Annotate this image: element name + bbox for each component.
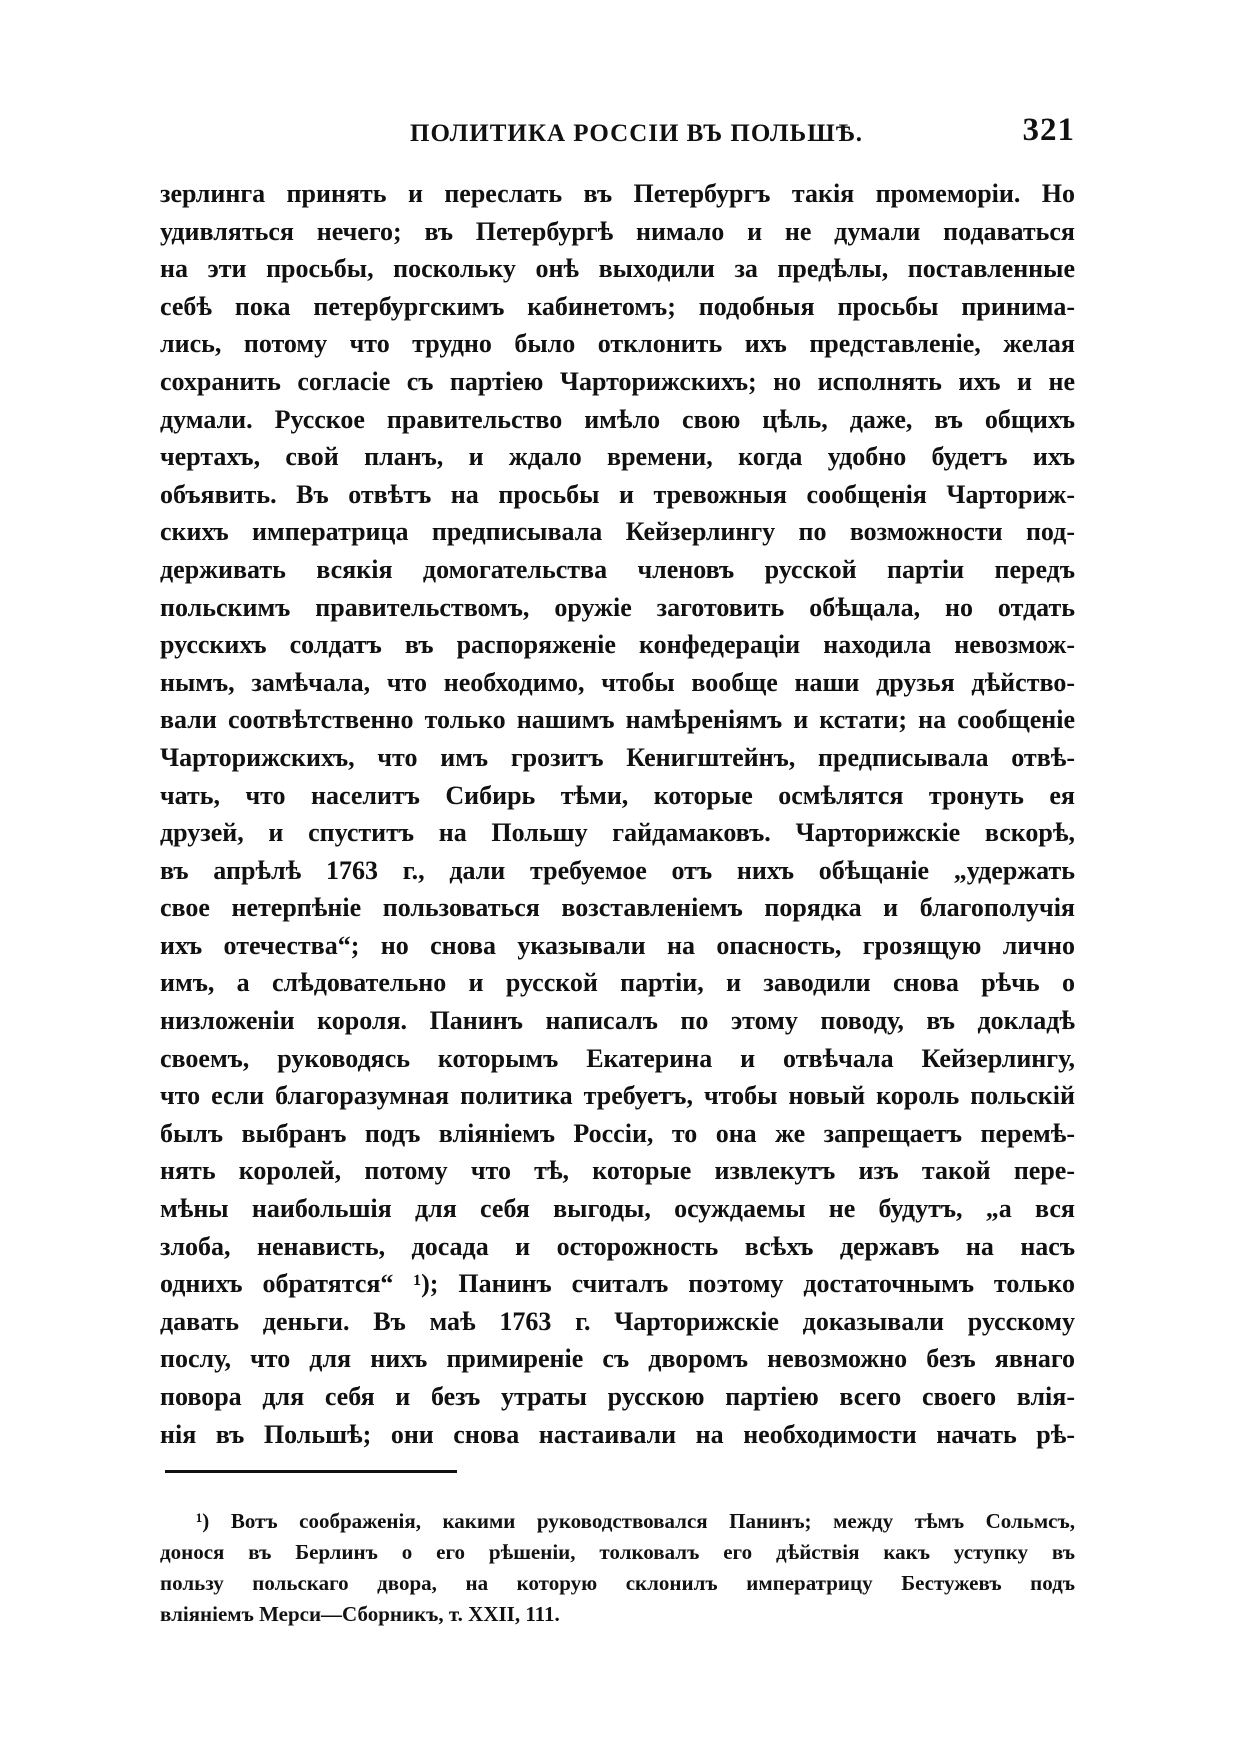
text-line: нымъ, замѣчала, что необходимо, чтобы вообще наши друзья дѣйство- [160, 667, 1075, 697]
text-line: держивать всякія домогательства членовъ русской партіи передъ [160, 554, 1075, 584]
text-line: былъ выбранъ подъ вліяніемъ Россіи, то она же запрещаетъ перемѣ- [160, 1118, 1075, 1148]
text-line: лись, потому что трудно было отклонить ихъ представленіе, желая [160, 329, 1075, 359]
text-line: нять королей, потому что тѣ, которые извлекутъ изъ такой пере- [160, 1156, 1075, 1186]
text-line: удивляться нечего; въ Петербургѣ нимало и не думали подаваться [160, 216, 1075, 246]
text-line: имъ, а слѣдовательно и русской партіи, и заводили снова рѣчь о [160, 968, 1075, 998]
text-line: послу, что для нихъ примиреніе съ дворомъ невозможно безъ явнаго [160, 1344, 1075, 1374]
footnote-line: ¹) Вотъ соображенія, какими руководствовался Панинъ; между тѣмъ Сольмсъ, [196, 1509, 1075, 1533]
footnote [160, 1506, 1075, 1630]
running-title: ПОЛИТИКА РОССІИ ВЪ ПОЛЬШѢ. [410, 120, 864, 147]
text-line: чать, что населитъ Сибирь тѣми, которые осмѣлятся тронуть ея [160, 780, 1075, 810]
text-line: нія въ Польшѣ; они снова настаивали на необходимости начать рѣ- [160, 1419, 1075, 1449]
text-line: однихъ обратятся“ ¹); Панинъ считалъ поэтому достаточнымъ только [160, 1269, 1075, 1299]
text-line: повора для себя и безъ утраты русскою партіею всего своего влія- [160, 1382, 1075, 1411]
text-line: сохранить согласіе съ партіею Чарторижскихъ; но исполнять ихъ и не [160, 366, 1075, 396]
text-line: своемъ, руководясь которымъ Екатерина и отвѣчала Кейзерлингу, [160, 1043, 1075, 1073]
text-line: Чарторижскихъ, что имъ грозитъ Кенигштейнъ, предписывала отвѣ- [160, 742, 1075, 772]
text-line: чертахъ, свой планъ, и ждало времени, когда удобно будетъ ихъ [160, 442, 1075, 472]
text-line: въ апрѣлѣ 1763 г., дали требуемое отъ нихъ обѣщаніе „удержать [160, 855, 1075, 885]
footnote-divider [165, 1470, 457, 1473]
text-line: свое нетерпѣніе пользоваться возставленіемъ порядка и благополучія [160, 893, 1075, 923]
text-line: русскихъ солдатъ въ распоряженіе конфедераціи находила невозмож- [160, 630, 1075, 660]
text-line: думали. Русское правительство имѣло свою цѣль, даже, въ общихъ [160, 404, 1075, 434]
footnote-line: пользу польскаго двора, на которую склонилъ императрицу Бестужевъ подъ [160, 1571, 1075, 1595]
text-line: объявить. Въ отвѣтъ на просьбы и тревожныя сообщенія Чарториж- [160, 479, 1075, 509]
text-line: ихъ отечества“; но снова указывали на опасность, грозящую лично [160, 930, 1075, 960]
footnote-line: вліяніемъ Мерси—Сборникъ, т. XXII, 111. [160, 1602, 560, 1626]
page-header [160, 112, 1075, 152]
text-line: низложеніи короля. Панинъ написалъ по этому поводу, въ докладѣ [160, 1006, 1075, 1036]
text-line: вали соотвѣтственно только нашимъ намѣреніямъ и кстати; на сообщеніе [160, 705, 1075, 735]
text-line: что если благоразумная политика требуетъ, чтобы новый король польскій [160, 1081, 1075, 1111]
text-line: друзей, и спуститъ на Польшу гайдамаковъ. Чарторижскіе вскорѣ, [160, 818, 1075, 848]
text-line: польскимъ правительствомъ, оружіе заготовить обѣщала, но отдать [160, 592, 1075, 622]
text-line: давать деньги. Въ маѣ 1763 г. Чарторижскіе доказывали русскому [160, 1306, 1075, 1336]
text-line: зерлинга принять и переслать въ Петербургъ такія промеморіи. Но [160, 179, 1075, 208]
main-text [160, 175, 1075, 1453]
text-line: себѣ пока петербургскимъ кабинетомъ; подобныя просьбы принима- [160, 291, 1075, 321]
text-line: скихъ императрица предписывала Кейзерлингу по возможности под- [160, 517, 1075, 547]
text-line: злоба, ненависть, досада и осторожность всѣхъ державъ на насъ [160, 1231, 1075, 1261]
page-number: 321 [1022, 112, 1075, 148]
text-line: на эти просьбы, поскольку онѣ выходили за предѣлы, поставленные [160, 254, 1075, 284]
footnote-line: донося въ Берлинъ о его рѣшеніи, толковалъ его дѣйствія какъ уступку въ [160, 1540, 1075, 1564]
text-line: мѣны наибольшія для себя выгоды, осуждаемы не будутъ, „а вся [160, 1194, 1075, 1224]
